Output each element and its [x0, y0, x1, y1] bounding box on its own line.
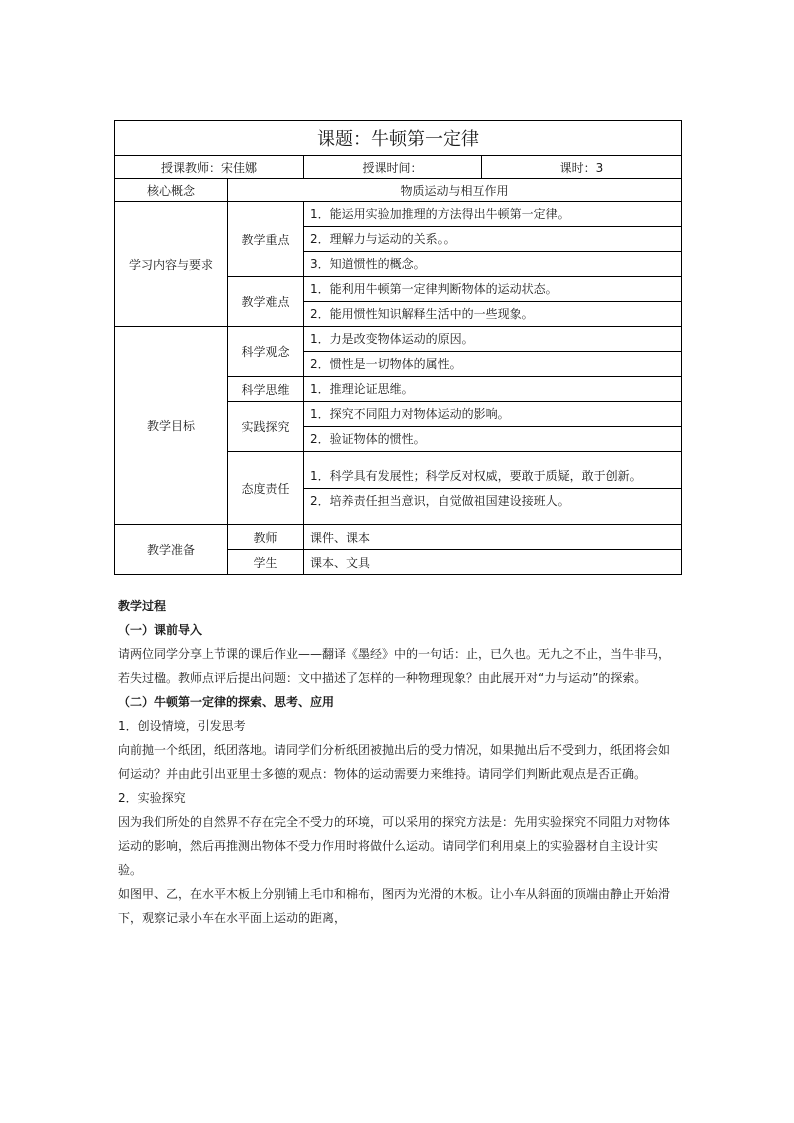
list-item: 2．验证物体的惯性。 [304, 426, 681, 451]
list-item: 2．惯性是一切物体的属性。 [304, 351, 681, 376]
list-item: 2．能用惯性知识解释生活中的一些现象。 [304, 301, 681, 326]
list-item: 2．理解力与运动的关系。。 [304, 226, 681, 251]
learning-label: 学习内容与要求 [115, 202, 228, 327]
thinking-list [304, 377, 682, 402]
paragraph: 如图甲、乙，在水平木板上分别铺上毛巾和棉布，图丙为光滑的木板。让小车从斜面的顶端由静止开始滑下，观察记录小车在水平面上运动的距离， [118, 887, 671, 925]
list-item: 3．知道惯性的概念。 [304, 251, 681, 276]
lesson-title: 课题：牛顿第一定律 [115, 121, 682, 156]
process-heading: 教学过程 [118, 599, 167, 613]
step-heading: 1．创设情境，引发思考 [118, 719, 246, 733]
difficult-points-list [304, 277, 682, 327]
prep-student-value: 课本、文具 [304, 550, 682, 575]
concept-label: 科学观念 [228, 327, 304, 377]
list-item: 1．能利用牛顿第一定律判断物体的运动状态。 [310, 282, 558, 296]
practice-label: 实践探究 [228, 402, 304, 452]
section-heading: （一）课前导入 [118, 623, 203, 637]
list-item: 2．培养责任担当意识，自觉做祖国建设接班人。 [304, 488, 681, 513]
lesson-plan-table [114, 120, 682, 575]
list-item: 1．探究不同阻力对物体运动的影响。 [310, 407, 510, 421]
prep-teacher-label: 教师 [228, 525, 304, 550]
difficult-points-label: 教学难点 [228, 277, 304, 327]
concept-list [304, 327, 682, 377]
core-label: 核心概念 [115, 179, 228, 202]
list-item: 1．推理论证思维。 [310, 382, 414, 396]
paragraph: 因为我们所处的自然界不存在完全不受力的环境，可以采用的探究方法是：先用实验探究不同阻力对物体运动的影响，然后再推测出物体不受力作用时将做什么运动。请同学们利用桌上的实验器材自主设计实验。 [118, 815, 671, 877]
goals-label: 教学目标 [115, 327, 228, 525]
step-heading: 2．实验探究 [118, 791, 186, 805]
teacher-cell: 授课教师：宋佳娜 [115, 156, 304, 179]
list-item: 1．能运用实验加推理的方法得出牛顿第一定律。 [310, 207, 570, 221]
attitude-label: 态度责任 [228, 452, 304, 525]
key-points-label: 教学重点 [228, 202, 304, 277]
attitude-list [304, 452, 682, 525]
paragraph: 请两位同学分享上节课的课后作业——翻译《墨经》中的一句话：止，已久也。无九之不止，当牛非马，若失过楹。教师点评后提出问题：文中描述了怎样的一种物理现象？由此展开对“力与运动”的探索。 [118, 647, 671, 685]
prep-student-label: 学生 [228, 550, 304, 575]
paragraph: 向前抛一个纸团，纸团落地。请同学们分析纸团被抛出后的受力情况，如果抛出后不受到力，纸团将会如何运动？并由此引出亚里士多德的观点：物体的运动需要力来维持。请同学们判断此观点是否正确。 [118, 743, 671, 781]
hours-cell: 课时：3 [482, 156, 682, 179]
prep-label: 教学准备 [115, 525, 228, 575]
thinking-label: 科学思维 [228, 377, 304, 402]
teaching-process [118, 594, 680, 930]
prep-teacher-value: 课件、课本 [304, 525, 682, 550]
time-cell: 授课时间： [304, 156, 482, 179]
list-item: 1．科学具有发展性；科学反对权威，要敢于质疑，敢于创新。 [310, 468, 642, 483]
list-item: 1．力是改变物体运动的原因。 [310, 332, 474, 346]
section-heading: （二）牛顿第一定律的探索、思考、应用 [118, 695, 335, 709]
key-points-list [304, 202, 682, 277]
practice-list [304, 402, 682, 452]
core-value: 物质运动与相互作用 [228, 179, 682, 202]
